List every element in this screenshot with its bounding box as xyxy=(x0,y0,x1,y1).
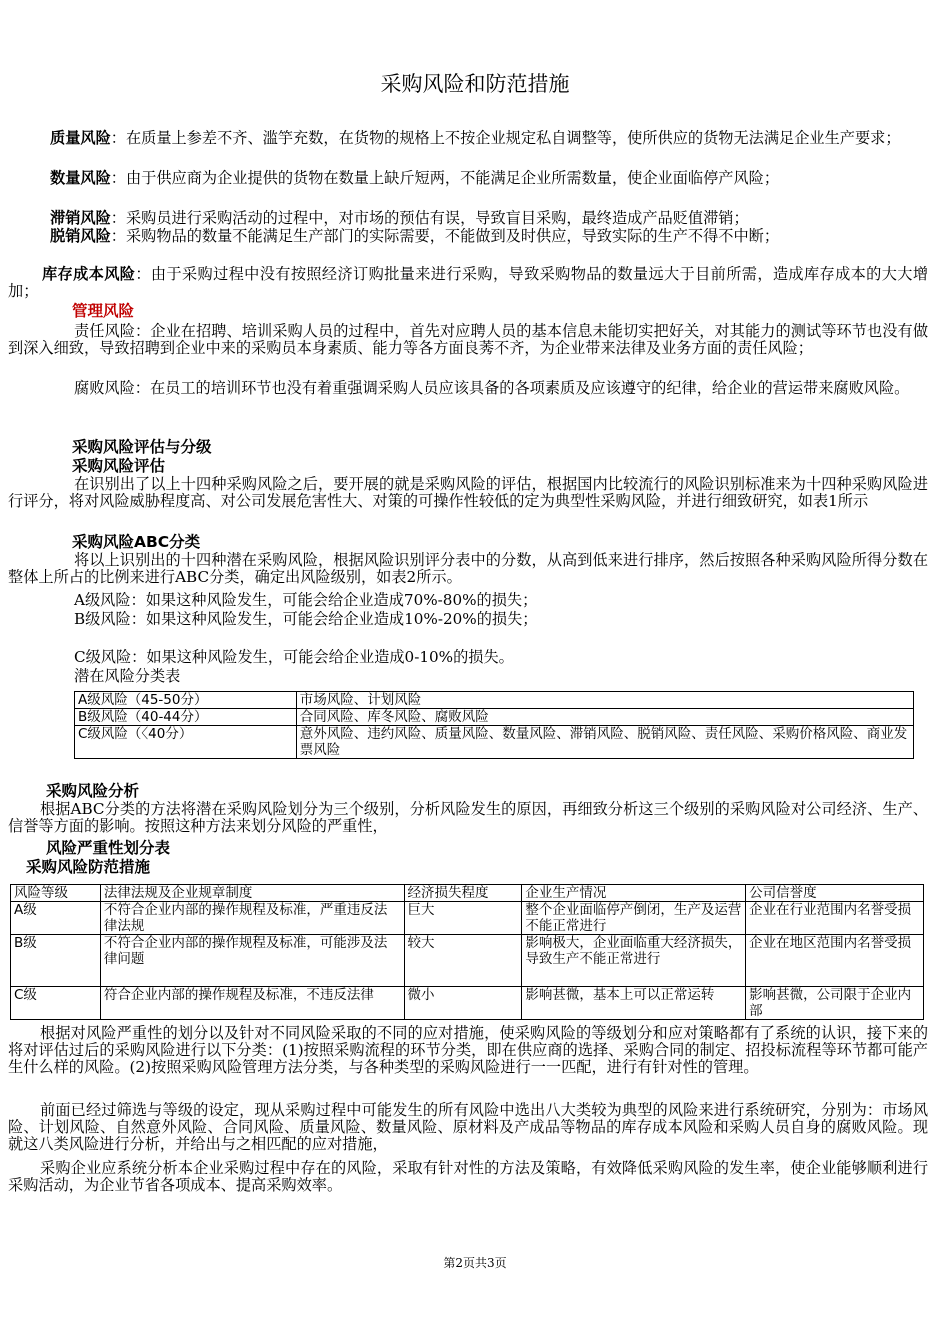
abc-classification-heading: 采购风险ABC分类 xyxy=(72,533,201,551)
closing-paragraph-2: 前面已经过筛选与等级的设定，现从采购过程中可能发生的所有风险中选出八大类较为典型的风险来进行系统研究，分别为：市场风险、计划风险、自然意外风险、合同风险、质量风险、数量风险、原材料及产成品等物品的库存成本风险和采购人员自身的腐败风险。现就这八类风险进行分析，并给出与之相匹配的应对措施， xyxy=(8,1101,928,1153)
quantity-risk-text: ：由于供应商为企业提供的货物在数量上缺斤短两，不能满足企业所需数量，使企业面临停产风险； xyxy=(110,169,779,187)
table-row xyxy=(75,726,914,759)
level-cell: B级风险（40-44分） xyxy=(75,709,297,726)
level-cell: A级风险（45-50分） xyxy=(75,692,297,709)
risks-cell: 意外风险、违约风险、质量风险、数量风险、滞销风险、脱销风险、责任风险、采购价格风险、商业发票风险 xyxy=(296,726,913,759)
corruption-risk-paragraph: 腐败风险：在员工的培训环节也没有着重强调采购人员应该具备的各项素质及应该遵守的纪律，给企业的营运带来腐败风险。 xyxy=(74,379,910,397)
table-cell: 影响甚微，基本上可以正常运转 xyxy=(522,987,746,1020)
risk-classification-table xyxy=(74,691,914,759)
table-cell: 影响甚微，公司限于企业内部 xyxy=(746,987,924,1020)
table-cell: 不符合企业内部的操作规程及标准，严重违反法律法规 xyxy=(100,902,404,935)
table-cell: 企业在地区范围内名誉受损 xyxy=(746,935,924,987)
quantity-risk-label: 数量风险 xyxy=(50,169,111,187)
shortage-risk-label: 脱销风险 xyxy=(50,227,111,245)
table-cell: 巨大 xyxy=(404,902,522,935)
table-cell: 企业在行业范围内名誉受损 xyxy=(746,902,924,935)
column-header: 公司信誉度 xyxy=(746,885,924,902)
page-number-footer: 第2页共3页 xyxy=(443,1256,507,1270)
classification-table-caption: 潜在风险分类表 xyxy=(74,667,181,685)
table-cell: 整个企业面临停产倒闭，生产及运营不能正常进行 xyxy=(522,902,746,935)
table-cell: 较大 xyxy=(404,935,522,987)
a-level-description: A级风险：如果这种风险发生，可能会给企业造成70%-80%的损失； xyxy=(74,591,538,609)
inventory-risk-label: 库存成本风险 xyxy=(42,265,136,283)
b-level-description: B级风险：如果这种风险发生，可能会给企业造成10%-20%的损失； xyxy=(74,610,538,628)
analysis-heading: 采购风险分析 xyxy=(46,782,140,800)
slow-sales-risk-paragraph xyxy=(8,210,928,227)
table-cell: 不符合企业内部的操作规程及标准，可能涉及法律问题 xyxy=(100,935,404,987)
management-risk-heading: 管理风险 xyxy=(72,302,135,320)
assessment-grading-heading: 采购风险评估与分级 xyxy=(72,438,212,456)
assessment-paragraph: 在识别出了以上十四种采购风险之后，要开展的就是采购风险的评估，根据国内比较流行的风险识别标准来为十四种采购风险进行评分，将对风险威胁程度高、对公司发展危害性大、对策的可操作性较低的定为典型性采购风险，并进行细致研究，如表1所示 xyxy=(8,475,928,510)
level-cell: C级风险（〈40分） xyxy=(75,726,297,759)
table-header-row xyxy=(11,885,924,902)
table-cell: 微小 xyxy=(404,987,522,1020)
quality-risk-label: 质量风险 xyxy=(50,129,111,147)
shortage-risk-text: ：采购物品的数量不能满足生产部门的实际需要，不能做到及时供应，导致实际的生产不得不中断； xyxy=(110,227,779,245)
severity-table-heading: 风险严重性划分表 xyxy=(46,839,171,857)
table-cell: A级 xyxy=(11,902,101,935)
responsibility-risk-paragraph: 责任风险：企业在招聘、培训采购人员的过程中，首先对应聘人员的基本信息未能切实把好关，对其能力的测试等环节也没有做到深入细致，导致招聘到企业中来的采购员本身素质、能力等各方面良莠不齐，为企业带来法律及业务方面的责任风险； xyxy=(8,322,928,357)
analysis-paragraph: 根据ABC分类的方法将潜在采购风险划分为三个级别，分析风险发生的原因，再细致分析这三个级别的采购风险对公司经济、生产、信誉等方面的影响。按照这种方法来划分风险的严重性， xyxy=(8,800,928,835)
table-row xyxy=(75,709,914,726)
table-cell: C级 xyxy=(11,987,101,1020)
table-cell: 影响极大，企业面临重大经济损失，导致生产不能正常进行 xyxy=(522,935,746,987)
table-row xyxy=(75,692,914,709)
severity-table xyxy=(10,884,924,1020)
c-level-description: C级风险：如果这种风险发生，可能会给企业造成0-10%的损失。 xyxy=(74,648,514,666)
column-header: 企业生产情况 xyxy=(522,885,746,902)
page-title: 采购风险和防范措施 xyxy=(380,72,570,96)
table-row xyxy=(11,987,924,1020)
risks-cell: 市场风险、计划风险 xyxy=(296,692,913,709)
closing-paragraph-1: 根据对风险严重性的划分以及针对不同风险采取的不同的应对措施，使采购风险的等级划分和应对策略都有了系统的认识，接下来的将对评估过后的采购风险进行以下分类：(1)按照采购流程的环节分类，即在供应商的选择、采购合同的制定、招投标流程等环节都可能产生什么样的风险。(2)按照采购风险管理方法分类，与各种类型的采购风险进行一一匹配，进行有针对性的管理。 xyxy=(8,1024,928,1076)
risks-cell: 合同风险、库冬风险、腐败风险 xyxy=(296,709,913,726)
quantity-risk-paragraph xyxy=(8,170,928,187)
prevention-measures-heading: 采购风险防范措施 xyxy=(26,858,151,876)
assessment-heading: 采购风险评估 xyxy=(72,457,166,475)
slow-sales-risk-text: ：采购员进行采购活动的过程中，对市场的预估有误，导致盲目采购，最终造成产品贬值滞销； xyxy=(110,209,749,227)
table-row xyxy=(11,902,924,935)
shortage-risk-paragraph xyxy=(8,228,928,245)
inventory-risk-text: ：由于采购过程中没有按照经济订购批量来进行采购，导致采购物品的数量远大于目前所需，造成库存成本的大大增加； xyxy=(8,265,929,300)
column-header: 风险等级 xyxy=(11,885,101,902)
abc-classification-paragraph: 将以上识别出的十四种潜在采购风险，根据风险识别评分表中的分数，从高到低来进行排序，然后按照各种采购风险所得分数在整体上所占的比例来进行ABC分类，确定出风险级别，如表2所示。 xyxy=(8,551,928,586)
column-header: 经济损失程度 xyxy=(404,885,522,902)
table-cell: B级 xyxy=(11,935,101,987)
quality-risk-paragraph xyxy=(8,130,928,147)
table-row xyxy=(11,935,924,987)
inventory-risk-paragraph xyxy=(8,266,928,300)
table-cell: 符合企业内部的操作规程及标准，不违反法律 xyxy=(100,987,404,1020)
column-header: 法律法规及企业规章制度 xyxy=(100,885,404,902)
closing-paragraph-3: 采购企业应系统分析本企业采购过程中存在的风险，采取有针对性的方法及策略，有效降低采购风险的发生率，使企业能够顺利进行采购活动，为企业节省各项成本、提高采购效率。 xyxy=(8,1159,928,1194)
slow-sales-risk-label: 滞销风险 xyxy=(50,209,111,227)
quality-risk-text: ：在质量上参差不齐、滥竽充数，在货物的规格上不按企业规定私自调整等，使所供应的货物无法满足企业生产要求； xyxy=(110,129,901,147)
